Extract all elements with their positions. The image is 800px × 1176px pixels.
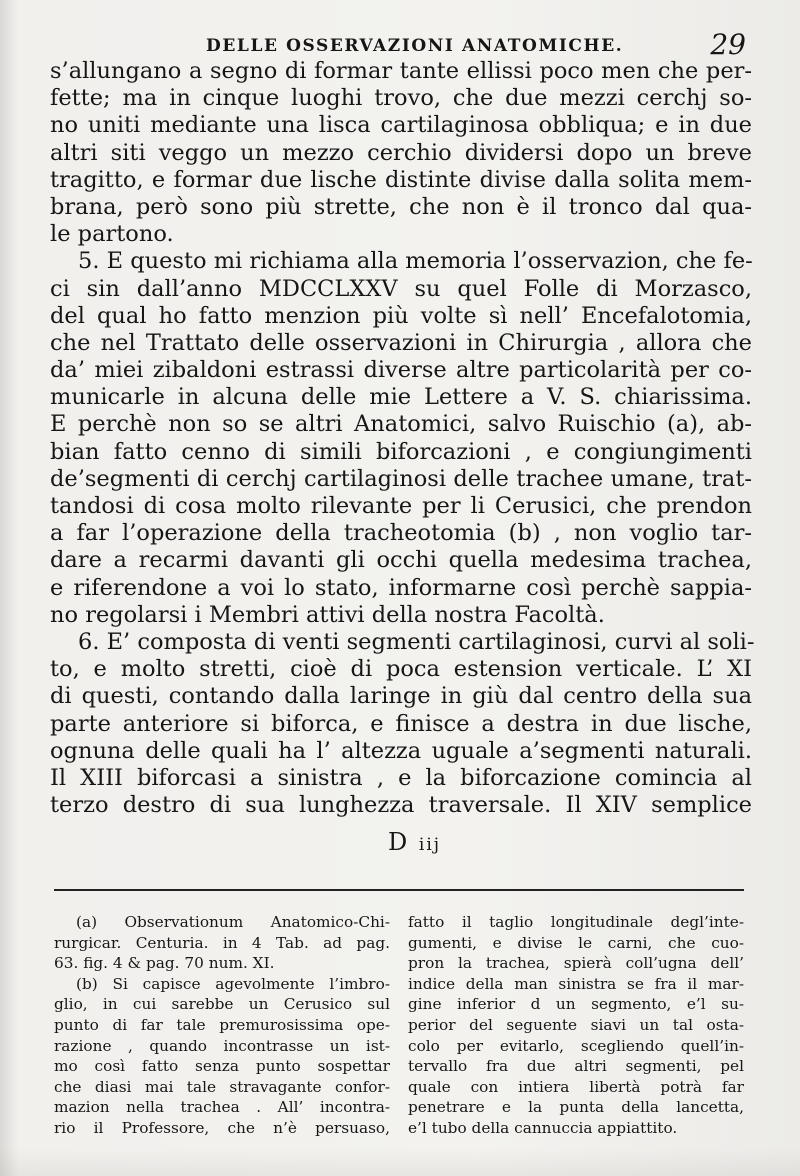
text-line: a far l’operazione della tracheotomia (b) , non voglio tar- xyxy=(50,520,752,547)
footnote-line: mazion nella trachea . All’ incontra- xyxy=(54,1098,390,1117)
text-line: no regolarsi i Membri attivi della nostra Facoltà. xyxy=(50,601,605,628)
text-line: ci sin dall’anno MDCCLXXV su quel Folle di Morzasco, xyxy=(50,275,752,302)
text-line: brana, però sono più strette, che non è il tronco dal qua- xyxy=(50,193,752,220)
footnote-line: mo così fatto senza punto sospettar xyxy=(54,1057,390,1076)
footnote-line: 63. fig. 4 & pag. 70 num. XI. xyxy=(54,954,275,973)
footnote-line: glio, in cui sarebbe un Cerusico sul xyxy=(54,995,390,1014)
text-line: E perchè non so se altri Anatomici, salvo Ruischio (a), ab- xyxy=(50,411,752,438)
footnote-line: gumenti, e divise le carni, che cuo- xyxy=(408,933,744,952)
text-line: municarle in alcuna delle mie Lettere a V. S. chiarissima. xyxy=(50,384,752,411)
footnote-line: gine inferior d un segmento, e’l su- xyxy=(408,995,744,1014)
text-line: di questi, contando dalla laringe in giù dal centro della sua xyxy=(50,683,752,710)
text-line: s’allungano a segno di formar tante ellissi poco men che per- xyxy=(50,58,752,84)
page-number: 29 xyxy=(710,28,746,61)
footnote-line: penetrare e la punta della lancetta, xyxy=(408,1098,744,1117)
text-line: che nel Trattato delle osservazioni in Chirurgia , allora che xyxy=(50,329,752,356)
footnote-b-start: (b) Si capisce agevolmente l’imbro- xyxy=(76,974,390,993)
signature-letter: D xyxy=(388,828,410,856)
paragraph-6-start: 6. E’ composta di venti segmenti cartilaginosi, curvi al soli- xyxy=(78,628,755,655)
footnote-column-right xyxy=(408,912,744,1139)
footnote-line: rio il Professore, che n’è persuaso, xyxy=(54,1118,390,1137)
footnotes xyxy=(54,912,744,1139)
footnote-line: e’l tubo della cannuccia appiattito. xyxy=(408,1118,678,1137)
text-line: de’segmenti di cerchj cartilaginosi delle trachee umane, trat- xyxy=(50,465,752,492)
text-line: tandosi di cosa molto rilevante per li Cerusici, che prendon xyxy=(50,493,752,519)
text-line: tragitto, e formar due lische distinte divise dalla solita mem- xyxy=(50,166,752,193)
text-line: e riferendone a voi lo stato, informarne così perchè sappia- xyxy=(50,574,752,601)
signature-numeral: iij xyxy=(418,835,442,855)
footnote-line: indice della man sinistra se fra il mar- xyxy=(408,974,744,993)
footnote-line: che diasi mai tale stravagante confor- xyxy=(54,1077,390,1096)
running-head: DELLE OSSERVAZIONI ANATOMICHE. xyxy=(206,36,624,56)
text-line: dare a recarmi davanti gli occhi quella medesima trachea, xyxy=(50,547,752,574)
footnote-line: razione , quando incontrasse un ist- xyxy=(54,1036,390,1055)
body-text xyxy=(50,58,755,819)
text-line: fette; ma in cinque luoghi trovo, che due mezzi cerchj so- xyxy=(50,85,752,112)
text-line: le partono. xyxy=(50,221,174,248)
footnote-line: tervallo fra due altri segmenti, pel xyxy=(408,1057,744,1076)
text-line: da’ miei zibaldoni estrassi diverse altre particolarità per co- xyxy=(50,357,752,384)
text-line: del qual ho fatto menzion più volte sì nell’ Encefalotomia, xyxy=(50,302,752,329)
text-line: to, e molto stretti, cioè di poca estension verticale. L’ XI xyxy=(50,656,752,683)
footnote-line: rurgicar. Centuria. in 4 Tab. ad pag. xyxy=(54,933,390,952)
footnote-line: punto di far tale premurosissima ope- xyxy=(54,1015,390,1034)
footnote-a-start: (a) Observationum Anatomico-Chi- xyxy=(76,913,390,931)
text-line: terzo destro di sua lunghezza traversale. Il XIV semplice xyxy=(50,792,752,819)
footnote-line: colo per evitarlo, scegliendo quell’in- xyxy=(408,1036,744,1055)
footnote-line: perior del seguente siavi un tal osta- xyxy=(408,1015,744,1034)
text-line: Il XIII biforcasi a sinistra , e la biforcazione comincia al xyxy=(50,764,752,791)
footnote-line: pron la trachea, spierà coll’ugna dell’ xyxy=(408,954,744,973)
text-line: altri siti veggo un mezzo cerchio dividersi dopo un breve xyxy=(50,139,752,166)
footnote-line: quale con intiera libertà potrà far xyxy=(408,1077,744,1096)
text-line: ognuna delle quali ha l’ altezza uguale a’segmenti naturali. xyxy=(50,737,752,764)
footnote-line: fatto il taglio longitudinale degl’inte- xyxy=(408,913,744,931)
page-edge-shadow xyxy=(0,1148,800,1176)
text-line: parte anteriore si biforca, e finisce a destra in due lische, xyxy=(50,710,752,737)
footnote-column-left xyxy=(54,912,390,1139)
paragraph-5-start: 5. E questo mi richiama alla memoria l’osservazion, che fe- xyxy=(78,248,753,275)
text-line: bian fatto cenno di simili biforcazioni , e congiungimenti xyxy=(50,438,752,465)
text-line: no uniti mediante una lisca cartilaginosa obbliqua; e in due xyxy=(50,112,752,139)
signature-mark xyxy=(388,828,441,856)
footnote-rule xyxy=(54,889,744,891)
